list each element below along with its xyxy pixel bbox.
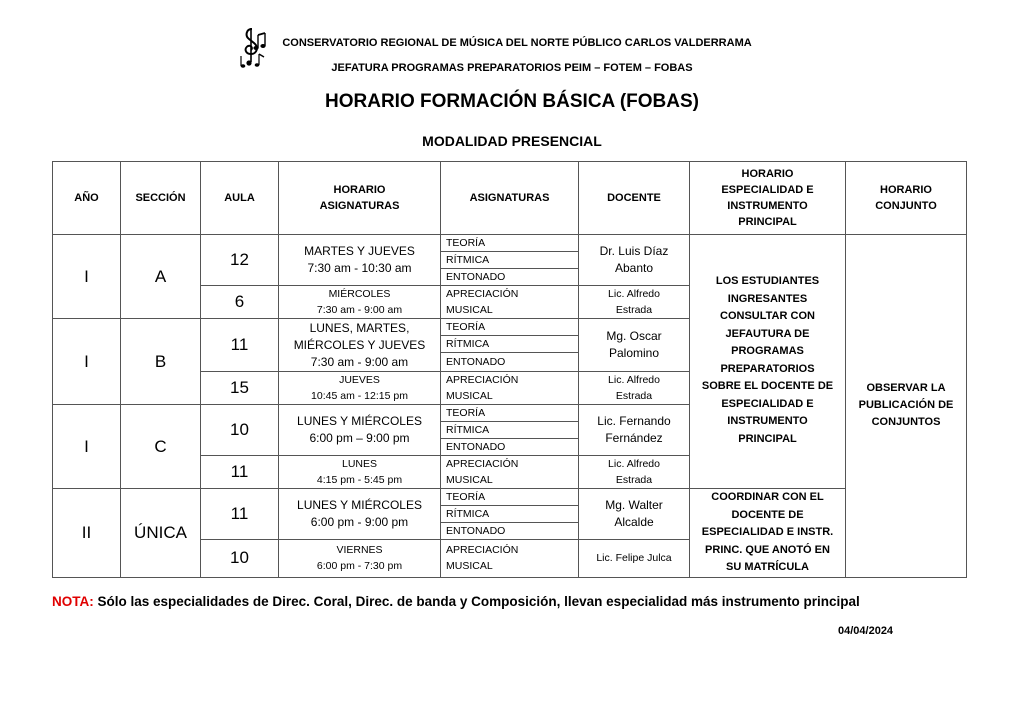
institution-name: CONSERVATORIO REGIONAL DE MÚSICA DEL NORTE PÚBLICO CARLOS VALDERRAMA xyxy=(282,37,752,49)
subject-cell: APRECIACIÓN MUSICAL xyxy=(441,540,579,578)
teacher-cell: Lic. Felipe Julca xyxy=(579,540,690,578)
department-name: JEFATURA PROGRAMAS PREPARATORIOS PEIM – FOTEM – FOBAS xyxy=(331,62,693,74)
teacher-cell: Lic. Alfredo Estrada xyxy=(579,286,690,319)
teacher-cell: Mg. Oscar Palomino xyxy=(579,319,690,372)
year-cell: I xyxy=(53,319,121,405)
subject-cell: ENTONADO xyxy=(441,269,579,286)
subject-cell: TEORÍA xyxy=(441,405,579,422)
year-cell: I xyxy=(53,405,121,489)
subject-cell: TEORÍA xyxy=(441,489,579,506)
schedule-cell: LUNES Y MIÉRCOLES 6:00 pm – 9:00 pm xyxy=(279,405,441,456)
schedule-cell: LUNES 4:15 pm - 5:45 pm xyxy=(279,456,441,489)
year-cell: II xyxy=(53,489,121,578)
modality-subtitle: MODALIDAD PRESENCIAL xyxy=(422,133,602,149)
subject-cell: ENTONADO xyxy=(441,439,579,456)
header-year: AÑO xyxy=(53,162,121,235)
subject-cell: TEORÍA xyxy=(441,235,579,252)
ensemble-note-cell: OBSERVAR LA PUBLICACIÓN DE CONJUNTOS xyxy=(846,235,967,578)
schedule-cell: MARTES Y JUEVES 7:30 am - 10:30 am xyxy=(279,235,441,286)
schedule-cell: LUNES Y MIÉRCOLES 6:00 pm - 9:00 pm xyxy=(279,489,441,540)
header-schedule: HORARIO ASIGNATURAS xyxy=(279,162,441,235)
section-cell: C xyxy=(121,405,201,489)
subject-cell: APRECIACIÓN MUSICAL xyxy=(441,456,579,489)
schedule-cell: MIÉRCOLES 7:30 am - 9:00 am xyxy=(279,286,441,319)
room-cell: 11 xyxy=(201,489,279,540)
subject-cell: TEORÍA xyxy=(441,319,579,336)
header-subjects: ASIGNATURAS xyxy=(441,162,579,235)
footnote-text: Sólo las especialidades de Direc. Coral, Direc. de banda y Composición, llevan especialidad más instrumento principal xyxy=(93,594,860,609)
teacher-cell: Mg. Walter Alcalde xyxy=(579,489,690,540)
table-row xyxy=(53,489,967,506)
specialty-note-cell: LOS ESTUDIANTES INGRESANTES CONSULTAR CON JEFAUTURA DE PROGRAMAS PREPARATORIOS SOBRE EL DOCENTE DE ESPECIALIDAD E INSTRUMENTO PRINCIPAL xyxy=(690,235,846,489)
room-cell: 10 xyxy=(201,405,279,456)
section-cell: ÚNICA xyxy=(121,489,201,578)
section-cell: B xyxy=(121,319,201,405)
schedule-cell: JUEVES 10:45 am - 12:15 pm xyxy=(279,372,441,405)
room-cell: 11 xyxy=(201,319,279,372)
document-date: 04/04/2024 xyxy=(838,625,894,637)
subject-cell: APRECIACIÓN MUSICAL xyxy=(441,286,579,319)
subject-cell: APRECIACIÓN MUSICAL xyxy=(441,372,579,405)
page-title: HORARIO FORMACIÓN BÁSICA (FOBAS) xyxy=(325,91,699,112)
footnote xyxy=(52,594,860,609)
teacher-cell: Dr. Luis Díaz Abanto xyxy=(579,235,690,286)
subject-cell: RÍTMICA xyxy=(441,336,579,353)
subject-cell: ENTONADO xyxy=(441,523,579,540)
header-teacher: DOCENTE xyxy=(579,162,690,235)
header-specialty-schedule: HORARIO ESPECIALIDAD E INSTRUMENTO PRINCIPAL xyxy=(690,162,846,235)
subject-cell: RÍTMICA xyxy=(441,422,579,439)
header-section: SECCIÓN xyxy=(121,162,201,235)
teacher-cell: Lic. Alfredo Estrada xyxy=(579,456,690,489)
schedule-cell: VIERNES 6:00 pm - 7:30 pm xyxy=(279,540,441,578)
subject-cell: ENTONADO xyxy=(441,353,579,372)
table-row xyxy=(53,235,967,252)
teacher-cell: Lic. Fernando Fernández xyxy=(579,405,690,456)
footnote-label: NOTA: xyxy=(52,594,94,609)
header-ensemble-schedule: HORARIO CONJUNTO xyxy=(846,162,967,235)
room-cell: 11 xyxy=(201,456,279,489)
schedule-table xyxy=(52,161,967,578)
header-room: AULA xyxy=(201,162,279,235)
schedule-cell: LUNES, MARTES, MIÉRCOLES Y JUEVES 7:30 am - 9:00 am xyxy=(279,319,441,372)
room-cell: 6 xyxy=(201,286,279,319)
table-header-row xyxy=(53,162,967,235)
section-cell: A xyxy=(121,235,201,319)
teacher-cell: Lic. Alfredo Estrada xyxy=(579,372,690,405)
room-cell: 12 xyxy=(201,235,279,286)
subject-cell: RÍTMICA xyxy=(441,252,579,269)
room-cell: 15 xyxy=(201,372,279,405)
room-cell: 10 xyxy=(201,540,279,578)
specialty-note-cell: COORDINAR CON EL DOCENTE DE ESPECIALIDAD E INSTR. PRINC. QUE ANOTÓ EN SU MATRÍCULA xyxy=(690,489,846,578)
year-cell: I xyxy=(53,235,121,319)
subject-cell: RÍTMICA xyxy=(441,506,579,523)
